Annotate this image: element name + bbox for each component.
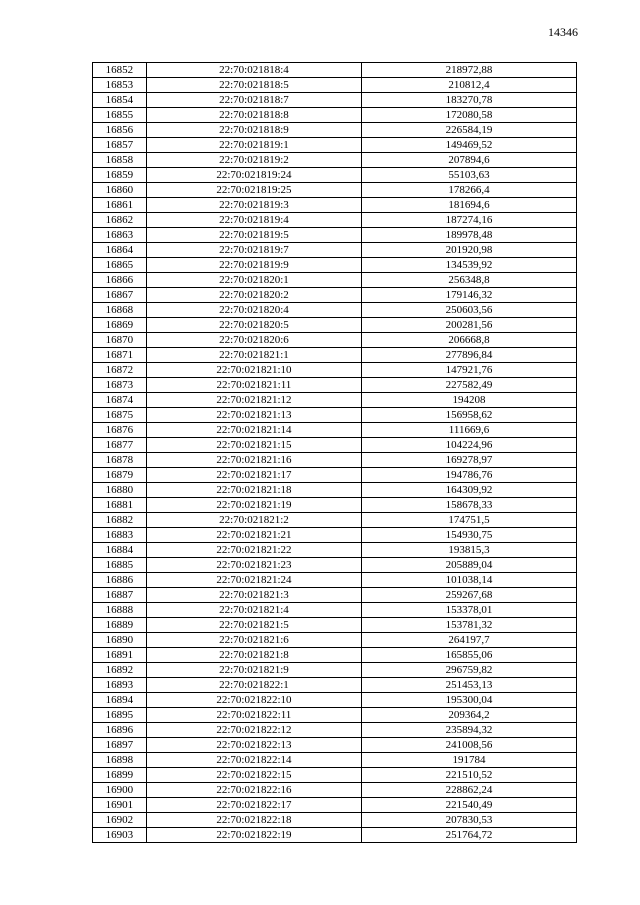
row-number-cell: 16852 xyxy=(93,63,147,78)
table-row xyxy=(93,243,577,258)
row-number-cell: 16855 xyxy=(93,108,147,123)
row-number-cell: 16899 xyxy=(93,768,147,783)
cadastral-number-cell: 22:70:021821:23 xyxy=(146,558,361,573)
cadastral-number-cell: 22:70:021819:2 xyxy=(146,153,361,168)
table-row xyxy=(93,618,577,633)
table-row xyxy=(93,123,577,138)
cadastral-number-cell: 22:70:021821:21 xyxy=(146,528,361,543)
cadastral-value-cell: 205889,04 xyxy=(362,558,577,573)
row-number-cell: 16891 xyxy=(93,648,147,663)
cadastral-number-cell: 22:70:021822:17 xyxy=(146,798,361,813)
table-row xyxy=(93,378,577,393)
row-number-cell: 16869 xyxy=(93,318,147,333)
cadastral-value-cell: 187274,16 xyxy=(362,213,577,228)
cadastral-number-cell: 22:70:021821:12 xyxy=(146,393,361,408)
cadastral-number-cell: 22:70:021819:3 xyxy=(146,198,361,213)
row-number-cell: 16880 xyxy=(93,483,147,498)
table-row xyxy=(93,558,577,573)
table-row xyxy=(93,663,577,678)
table-row xyxy=(93,423,577,438)
cadastral-value-cell: 250603,56 xyxy=(362,303,577,318)
cadastral-number-cell: 22:70:021821:8 xyxy=(146,648,361,663)
cadastral-value-cell: 156958,62 xyxy=(362,408,577,423)
cadastral-number-cell: 22:70:021821:2 xyxy=(146,513,361,528)
row-number-cell: 16893 xyxy=(93,678,147,693)
cadastral-value-cell: 134539,92 xyxy=(362,258,577,273)
cadastral-number-cell: 22:70:021822:1 xyxy=(146,678,361,693)
cadastral-value-cell: 158678,33 xyxy=(362,498,577,513)
table-row xyxy=(93,258,577,273)
table-row xyxy=(93,453,577,468)
row-number-cell: 16868 xyxy=(93,303,147,318)
row-number-cell: 16874 xyxy=(93,393,147,408)
cadastral-value-cell: 235894,32 xyxy=(362,723,577,738)
row-number-cell: 16900 xyxy=(93,783,147,798)
table-row xyxy=(93,603,577,618)
cadastral-value-cell: 174751,5 xyxy=(362,513,577,528)
cadastral-value-cell: 206668,8 xyxy=(362,333,577,348)
table-row xyxy=(93,138,577,153)
row-number-cell: 16903 xyxy=(93,828,147,843)
cadastral-number-cell: 22:70:021820:5 xyxy=(146,318,361,333)
table-row xyxy=(93,78,577,93)
table-row xyxy=(93,183,577,198)
table-row xyxy=(93,198,577,213)
cadastral-number-cell: 22:70:021822:13 xyxy=(146,738,361,753)
row-number-cell: 16871 xyxy=(93,348,147,363)
cadastral-number-cell: 22:70:021821:22 xyxy=(146,543,361,558)
cadastral-number-cell: 22:70:021821:15 xyxy=(146,438,361,453)
row-number-cell: 16861 xyxy=(93,198,147,213)
cadastral-value-cell: 228862,24 xyxy=(362,783,577,798)
cadastral-value-cell: 153378,01 xyxy=(362,603,577,618)
cadastral-value-cell: 179146,32 xyxy=(362,288,577,303)
cadastral-value-cell: 207894,6 xyxy=(362,153,577,168)
cadastral-number-cell: 22:70:021821:24 xyxy=(146,573,361,588)
cadastral-number-cell: 22:70:021819:24 xyxy=(146,168,361,183)
row-number-cell: 16898 xyxy=(93,753,147,768)
cadastral-number-cell: 22:70:021822:19 xyxy=(146,828,361,843)
cadastral-value-cell: 149469,52 xyxy=(362,138,577,153)
row-number-cell: 16865 xyxy=(93,258,147,273)
cadastral-number-cell: 22:70:021821:6 xyxy=(146,633,361,648)
cadastral-value-cell: 111669,6 xyxy=(362,423,577,438)
table-row xyxy=(93,513,577,528)
table-row xyxy=(93,723,577,738)
row-number-cell: 16856 xyxy=(93,123,147,138)
cadastral-value-cell: 172080,58 xyxy=(362,108,577,123)
cadastral-number-cell: 22:70:021821:5 xyxy=(146,618,361,633)
table-row xyxy=(93,573,577,588)
row-number-cell: 16895 xyxy=(93,708,147,723)
row-number-cell: 16870 xyxy=(93,333,147,348)
table-body xyxy=(93,63,577,843)
table-row xyxy=(93,738,577,753)
table-row xyxy=(93,828,577,843)
row-number-cell: 16885 xyxy=(93,558,147,573)
cadastral-number-cell: 22:70:021818:5 xyxy=(146,78,361,93)
table-row xyxy=(93,798,577,813)
cadastral-number-cell: 22:70:021819:1 xyxy=(146,138,361,153)
cadastral-number-cell: 22:70:021819:7 xyxy=(146,243,361,258)
cadastral-value-cell: 207830,53 xyxy=(362,813,577,828)
cadastral-value-cell: 200281,56 xyxy=(362,318,577,333)
table-row xyxy=(93,753,577,768)
table-row xyxy=(93,408,577,423)
cadastral-value-cell: 55103,63 xyxy=(362,168,577,183)
row-number-cell: 16866 xyxy=(93,273,147,288)
row-number-cell: 16863 xyxy=(93,228,147,243)
cadastral-value-cell: 221510,52 xyxy=(362,768,577,783)
table-row xyxy=(93,438,577,453)
cadastral-value-cell: 193815,3 xyxy=(362,543,577,558)
cadastral-number-cell: 22:70:021822:16 xyxy=(146,783,361,798)
cadastral-number-cell: 22:70:021820:4 xyxy=(146,303,361,318)
cadastral-number-cell: 22:70:021820:6 xyxy=(146,333,361,348)
table-row xyxy=(93,693,577,708)
cadastral-number-cell: 22:70:021819:4 xyxy=(146,213,361,228)
table-row xyxy=(93,498,577,513)
cadastral-number-cell: 22:70:021821:17 xyxy=(146,468,361,483)
cadastral-value-cell: 251764,72 xyxy=(362,828,577,843)
cadastral-value-cell: 195300,04 xyxy=(362,693,577,708)
row-number-cell: 16894 xyxy=(93,693,147,708)
cadastral-number-cell: 22:70:021822:12 xyxy=(146,723,361,738)
cadastral-value-cell: 189978,48 xyxy=(362,228,577,243)
cadastral-value-cell: 227582,49 xyxy=(362,378,577,393)
row-number-cell: 16873 xyxy=(93,378,147,393)
cadastral-value-cell: 201920,98 xyxy=(362,243,577,258)
table-row xyxy=(93,543,577,558)
cadastral-value-cell: 191784 xyxy=(362,753,577,768)
table-row xyxy=(93,63,577,78)
cadastral-number-cell: 22:70:021818:4 xyxy=(146,63,361,78)
cadastral-number-cell: 22:70:021820:1 xyxy=(146,273,361,288)
cadastral-value-cell: 241008,56 xyxy=(362,738,577,753)
table-row xyxy=(93,273,577,288)
cadastral-value-cell: 104224,96 xyxy=(362,438,577,453)
cadastral-value-cell: 178266,4 xyxy=(362,183,577,198)
cadastral-value-cell: 153781,32 xyxy=(362,618,577,633)
row-number-cell: 16890 xyxy=(93,633,147,648)
cadastral-value-cell: 101038,14 xyxy=(362,573,577,588)
row-number-cell: 16853 xyxy=(93,78,147,93)
cadastral-number-cell: 22:70:021822:18 xyxy=(146,813,361,828)
cadastral-value-cell: 165855,06 xyxy=(362,648,577,663)
cadastral-number-cell: 22:70:021821:16 xyxy=(146,453,361,468)
row-number-cell: 16860 xyxy=(93,183,147,198)
row-number-cell: 16864 xyxy=(93,243,147,258)
table-row xyxy=(93,468,577,483)
table-row xyxy=(93,768,577,783)
cadastral-value-cell: 209364,2 xyxy=(362,708,577,723)
table-row xyxy=(93,153,577,168)
table-row xyxy=(93,288,577,303)
cadastral-number-cell: 22:70:021818:7 xyxy=(146,93,361,108)
row-number-cell: 16854 xyxy=(93,93,147,108)
cadastral-value-cell: 218972,88 xyxy=(362,63,577,78)
table-row xyxy=(93,318,577,333)
row-number-cell: 16901 xyxy=(93,798,147,813)
row-number-cell: 16876 xyxy=(93,423,147,438)
cadastral-value-cell: 251453,13 xyxy=(362,678,577,693)
row-number-cell: 16858 xyxy=(93,153,147,168)
cadastral-number-cell: 22:70:021822:14 xyxy=(146,753,361,768)
cadastral-number-cell: 22:70:021821:14 xyxy=(146,423,361,438)
cadastral-value-cell: 226584,19 xyxy=(362,123,577,138)
row-number-cell: 16879 xyxy=(93,468,147,483)
row-number-cell: 16857 xyxy=(93,138,147,153)
cadastral-value-cell: 210812,4 xyxy=(362,78,577,93)
row-number-cell: 16881 xyxy=(93,498,147,513)
cadastral-value-cell: 194208 xyxy=(362,393,577,408)
cadastral-value-cell: 194786,76 xyxy=(362,468,577,483)
row-number-cell: 16883 xyxy=(93,528,147,543)
cadastral-value-cell: 181694,6 xyxy=(362,198,577,213)
cadastral-number-cell: 22:70:021822:11 xyxy=(146,708,361,723)
table-row xyxy=(93,483,577,498)
cadastral-value-cell: 221540,49 xyxy=(362,798,577,813)
table-row xyxy=(93,528,577,543)
table-row xyxy=(93,783,577,798)
table-row xyxy=(93,588,577,603)
table-row xyxy=(93,108,577,123)
table-row xyxy=(93,813,577,828)
cadastral-number-cell: 22:70:021822:10 xyxy=(146,693,361,708)
row-number-cell: 16897 xyxy=(93,738,147,753)
cadastral-number-cell: 22:70:021821:1 xyxy=(146,348,361,363)
table-row xyxy=(93,93,577,108)
cadastral-value-cell: 264197,7 xyxy=(362,633,577,648)
table-row xyxy=(93,393,577,408)
cadastral-value-cell: 296759,82 xyxy=(362,663,577,678)
row-number-cell: 16896 xyxy=(93,723,147,738)
row-number-cell: 16888 xyxy=(93,603,147,618)
cadastral-number-cell: 22:70:021821:9 xyxy=(146,663,361,678)
table-row xyxy=(93,228,577,243)
cadastral-number-cell: 22:70:021822:15 xyxy=(146,768,361,783)
table-row xyxy=(93,333,577,348)
cadastral-value-cell: 164309,92 xyxy=(362,483,577,498)
cadastral-number-cell: 22:70:021821:4 xyxy=(146,603,361,618)
table-row xyxy=(93,363,577,378)
cadastral-number-cell: 22:70:021819:9 xyxy=(146,258,361,273)
row-number-cell: 16875 xyxy=(93,408,147,423)
row-number-cell: 16886 xyxy=(93,573,147,588)
cadastral-value-table xyxy=(92,62,577,843)
row-number-cell: 16867 xyxy=(93,288,147,303)
cadastral-number-cell: 22:70:021821:19 xyxy=(146,498,361,513)
cadastral-number-cell: 22:70:021821:18 xyxy=(146,483,361,498)
row-number-cell: 16877 xyxy=(93,438,147,453)
cadastral-value-cell: 256348,8 xyxy=(362,273,577,288)
row-number-cell: 16859 xyxy=(93,168,147,183)
row-number-cell: 16878 xyxy=(93,453,147,468)
cadastral-number-cell: 22:70:021818:8 xyxy=(146,108,361,123)
cadastral-value-cell: 147921,76 xyxy=(362,363,577,378)
cadastral-number-cell: 22:70:021818:9 xyxy=(146,123,361,138)
cadastral-value-cell: 169278,97 xyxy=(362,453,577,468)
cadastral-number-cell: 22:70:021819:25 xyxy=(146,183,361,198)
table-row xyxy=(93,303,577,318)
row-number-cell: 16887 xyxy=(93,588,147,603)
cadastral-number-cell: 22:70:021820:2 xyxy=(146,288,361,303)
table-row xyxy=(93,678,577,693)
row-number-cell: 16889 xyxy=(93,618,147,633)
cadastral-number-cell: 22:70:021821:10 xyxy=(146,363,361,378)
row-number-cell: 16884 xyxy=(93,543,147,558)
cadastral-value-cell: 259267,68 xyxy=(362,588,577,603)
cadastral-number-cell: 22:70:021819:5 xyxy=(146,228,361,243)
table-row xyxy=(93,633,577,648)
row-number-cell: 16892 xyxy=(93,663,147,678)
page-number: 14346 xyxy=(548,25,578,39)
table-row xyxy=(93,348,577,363)
cadastral-value-cell: 183270,78 xyxy=(362,93,577,108)
table-row xyxy=(93,213,577,228)
cadastral-value-cell: 277896,84 xyxy=(362,348,577,363)
table-row xyxy=(93,708,577,723)
row-number-cell: 16902 xyxy=(93,813,147,828)
table-row xyxy=(93,168,577,183)
cadastral-value-cell: 154930,75 xyxy=(362,528,577,543)
cadastral-number-cell: 22:70:021821:11 xyxy=(146,378,361,393)
cadastral-number-cell: 22:70:021821:3 xyxy=(146,588,361,603)
row-number-cell: 16872 xyxy=(93,363,147,378)
row-number-cell: 16862 xyxy=(93,213,147,228)
row-number-cell: 16882 xyxy=(93,513,147,528)
table-row xyxy=(93,648,577,663)
cadastral-number-cell: 22:70:021821:13 xyxy=(146,408,361,423)
